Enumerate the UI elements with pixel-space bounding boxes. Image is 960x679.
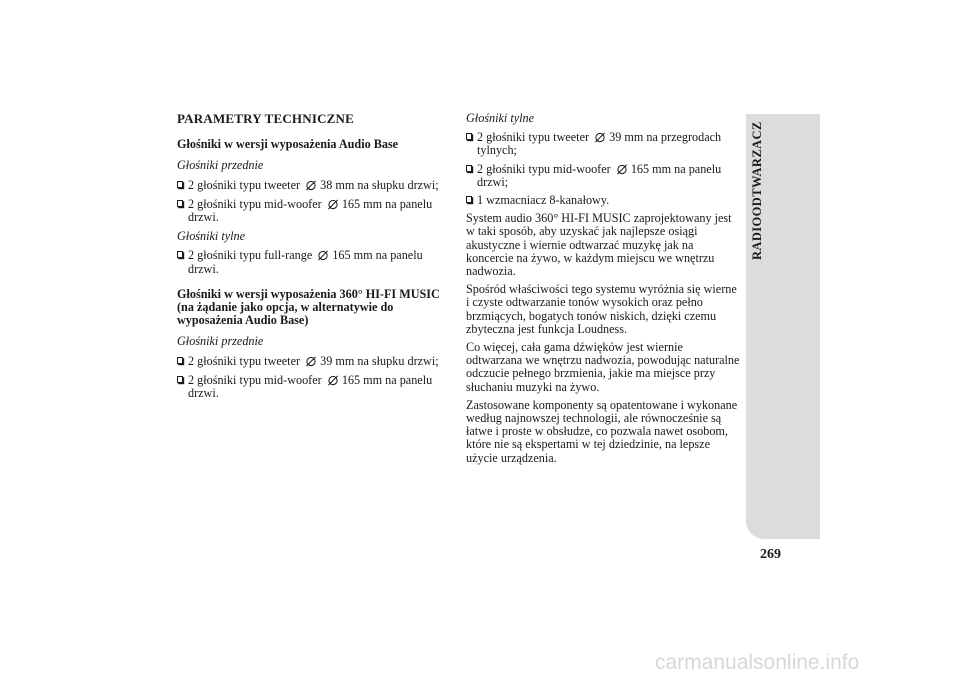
checkbox-bullet-icon [466, 165, 472, 172]
list-item: 2 głośniki typu mid-woofer 165 mm na panelu drzwi. [177, 374, 447, 400]
checkbox-bullet-icon [177, 357, 183, 364]
checkbox-bullet-icon [177, 251, 183, 258]
list-item: 2 głośniki typu mid-woofer 165 mm na panelu drzwi. [177, 198, 447, 224]
section-heading: PARAMETRY TECHNICZNE [177, 111, 355, 126]
front-speakers-label: Głośniki przednie [177, 334, 264, 349]
diameter-icon [327, 375, 339, 386]
audio-base-title: Głośniki w wersji wyposażenia Audio Base [177, 137, 399, 152]
checkbox-bullet-icon [177, 200, 183, 207]
front-speakers-label: Głośniki przednie [177, 158, 264, 173]
list-item: 2 głośniki typu tweeter 39 mm na przegrodach tylnych; [466, 131, 741, 157]
right-column [466, 112, 741, 470]
checkbox-bullet-icon [177, 181, 183, 188]
diameter-icon [317, 250, 329, 261]
checkbox-bullet-icon [466, 196, 472, 203]
body-paragraph: System audio 360° HI-FI MUSIC zaprojektowany jest w taki sposób, aby uzyskać jak najlepsze osiągi akustyczne i wiernie odtwarzać muzykę jak na koncercie na żywo, w każdym miejscu we wnętrzu nadwozia. [466, 211, 732, 279]
diameter-icon [305, 180, 317, 191]
left-column [177, 112, 447, 406]
hifi-music-title: Głośniki w wersji wyposażenia 360° HI-FI MUSIC (na żądanie jako opcja, w alternatywie do wyposażenia Audio Base) [177, 286, 440, 328]
list-item: 2 głośniki typu tweeter 38 mm na słupku drzwi; [177, 179, 447, 192]
rear-speakers-label: Głośniki tylne [177, 229, 246, 244]
diameter-icon [616, 164, 628, 175]
body-paragraph: Co więcej, cała gama dźwięków jest wiernie odtwarzana we wnętrzu nadwozia, powodując naturalne odczucie pełnego brzmienia, jakie ma miejsce przy słuchaniu muzyki na żywo. [466, 340, 740, 394]
list-item: 1 wzmacniacz 8-kanałowy. [466, 194, 741, 207]
diameter-icon [327, 199, 339, 210]
checkbox-bullet-icon [466, 133, 472, 140]
body-paragraph: Zastosowane komponenty są opatentowane i wykonane według najnowszej technologii, ale równocześnie są łatwe i proste w obsłudze, co pozwala nawet osobom, które nie są ekspertami w tej dziedzinie, na lepsze użycie urządzenia. [466, 397, 738, 465]
checkbox-bullet-icon [177, 376, 183, 383]
list-item: 2 głośniki typu full-range 165 mm na panelu drzwi. [177, 249, 447, 275]
list-item: 2 głośniki typu mid-woofer 165 mm na panelu drzwi; [466, 163, 741, 189]
rear-speakers-label: Głośniki tylne [466, 111, 535, 125]
watermark: carmanualsonline.info [655, 651, 860, 674]
diameter-icon [594, 132, 606, 143]
list-item: 2 głośniki typu tweeter 39 mm na słupku drzwi; [177, 355, 447, 368]
page-number: 269 [760, 547, 781, 562]
body-paragraph: Spośród właściwości tego systemu wyróżnia się wierne i czyste odtwarzanie tonów wysokich oraz pełno brzmiących, bogatych tonów niskich, dzięki czemu zbyteczna jest funkcja Loudness. [466, 282, 737, 336]
chapter-tab-label: RADIOODTWARZACZ [750, 121, 764, 260]
diameter-icon [305, 356, 317, 367]
